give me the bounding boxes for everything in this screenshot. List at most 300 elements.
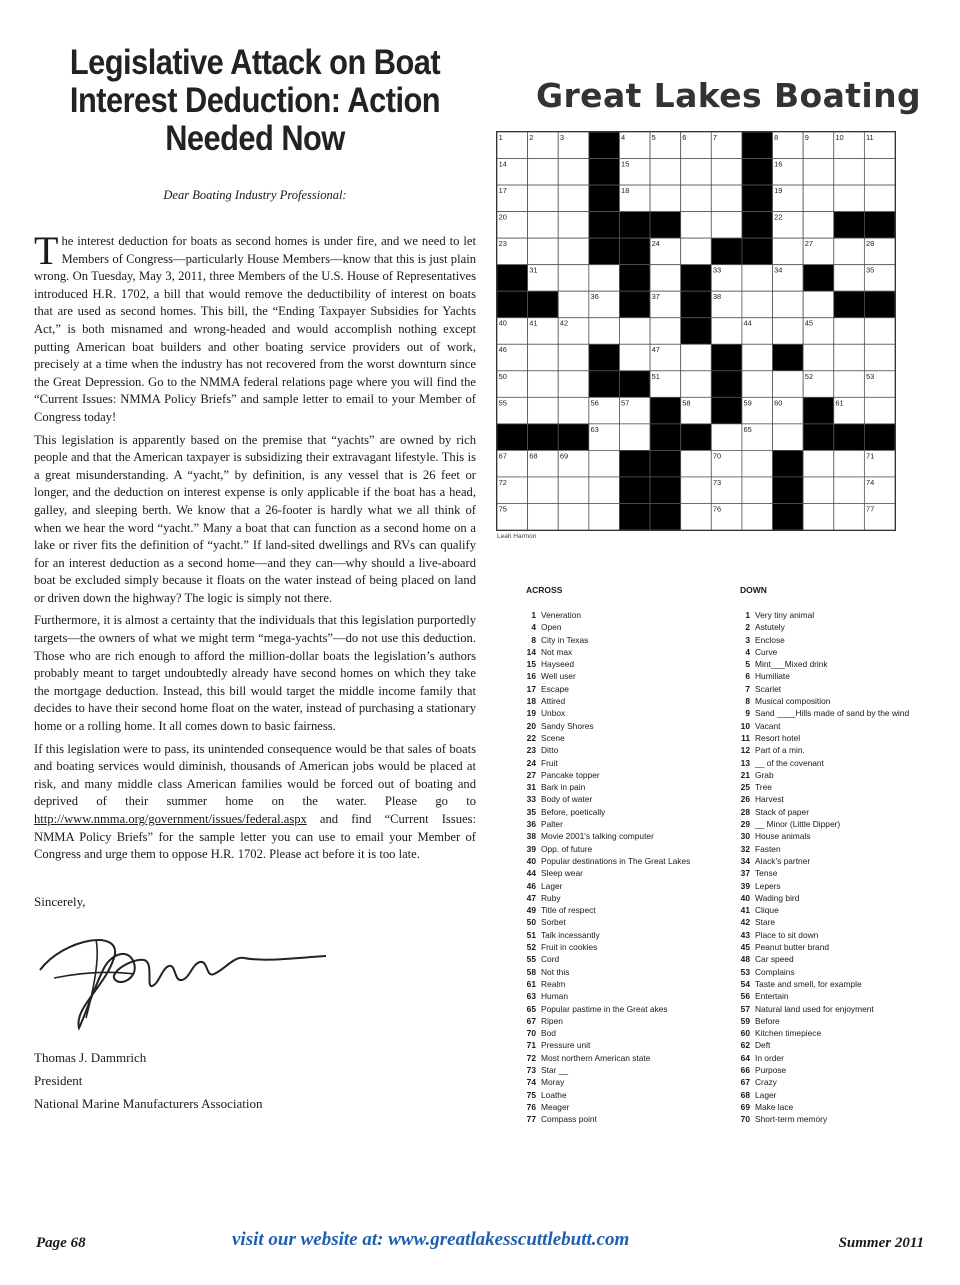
grid-cell[interactable] — [681, 503, 712, 530]
clue-number: 31 — [526, 782, 536, 793]
down-clue — [730, 867, 940, 879]
cell-number: 24 — [651, 239, 660, 249]
crossword-title: Great Lakes Boating — [536, 76, 922, 115]
grid-cell[interactable] — [834, 477, 865, 504]
grid-block — [711, 371, 742, 398]
clue-number: 7 — [745, 683, 750, 694]
cell-number: 41 — [529, 318, 538, 328]
grid-block — [619, 503, 650, 530]
signer-organization: National Marine Manufacturers Association — [34, 1095, 263, 1111]
clue-number: 45 — [740, 942, 750, 953]
cell-number: 10 — [835, 132, 844, 142]
clue-text: Fasten — [755, 843, 781, 854]
grid-cell[interactable] — [742, 477, 773, 504]
grid-block — [619, 450, 650, 477]
clue-text: Musical composition — [755, 696, 831, 707]
clue-number: 55 — [526, 954, 536, 965]
grid-cell[interactable] — [619, 344, 650, 371]
down-clue — [730, 1003, 940, 1015]
clue-text: Sandy Shores — [541, 720, 594, 731]
across-clue — [516, 793, 731, 805]
grid-cell[interactable] — [558, 159, 589, 186]
grid-cell[interactable] — [711, 212, 742, 239]
signer-name: Thomas J. Dammrich — [34, 1049, 147, 1065]
clue-number: 1 — [531, 610, 536, 620]
page-number: Page 68 — [36, 1235, 86, 1251]
grid-cell[interactable] — [558, 212, 589, 239]
cell-number: 14 — [498, 159, 507, 169]
cell-number: 27 — [804, 239, 814, 249]
clue-text: Pressure unit — [541, 1040, 591, 1051]
cell-number: 2 — [529, 132, 534, 142]
down-clue — [730, 793, 940, 805]
grid-cell[interactable] — [834, 450, 865, 477]
clue-number: 67 — [740, 1077, 750, 1088]
grid-cell[interactable] — [528, 238, 559, 265]
grid-cell[interactable] — [528, 212, 559, 239]
clue-number: 67 — [526, 1015, 536, 1026]
clue-number: 53 — [740, 966, 750, 977]
cell-number: 77 — [865, 504, 875, 514]
clue-text: Moray — [541, 1077, 565, 1088]
grid-cell[interactable] — [681, 371, 712, 398]
cell-number: 52 — [804, 371, 814, 381]
down-clue — [730, 916, 940, 928]
grid-cell[interactable] — [711, 424, 742, 451]
cell-number: 40 — [498, 318, 507, 328]
grid-cell[interactable] — [528, 371, 559, 398]
grid-cell[interactable] — [803, 212, 834, 239]
clue-text: Loathe — [541, 1089, 567, 1100]
grid-cell[interactable] — [558, 291, 589, 318]
grid-cell[interactable] — [681, 185, 712, 212]
grid-block — [528, 424, 559, 451]
crossword-grid[interactable] — [496, 131, 896, 531]
clue-number: 27 — [526, 769, 536, 780]
clue-number: 10 — [740, 720, 750, 731]
cell-number: 58 — [682, 398, 691, 408]
down-clue — [730, 744, 940, 756]
grid-block — [619, 212, 650, 239]
clue-number: 42 — [740, 917, 750, 928]
clue-text: Grab — [755, 769, 774, 780]
grid-cell[interactable] — [803, 159, 834, 186]
clue-number: 74 — [526, 1077, 536, 1088]
cell-number: 47 — [651, 345, 660, 355]
clue-text: Well user — [541, 671, 576, 682]
grid-cell[interactable] — [742, 265, 773, 292]
across-clue — [516, 744, 731, 756]
grid-cell[interactable] — [558, 265, 589, 292]
down-clue — [730, 941, 940, 953]
grid-block — [619, 291, 650, 318]
down-clue — [730, 806, 940, 818]
clue-number: 30 — [740, 831, 750, 842]
grid-cell[interactable] — [864, 185, 895, 212]
clue-text: Clique — [755, 905, 779, 916]
grid-cell[interactable] — [834, 159, 865, 186]
clue-text: Escape — [541, 683, 569, 694]
issue-label: Summer 2011 — [838, 1235, 924, 1251]
down-clue — [730, 818, 940, 830]
grid-cell[interactable] — [864, 159, 895, 186]
grid-cell[interactable] — [803, 450, 834, 477]
cell-number: 57 — [621, 398, 630, 408]
clue-number: 54 — [740, 978, 750, 989]
clue-number: 61 — [526, 978, 536, 989]
clue-text: Attired — [541, 696, 566, 707]
headline-line-3: Needed Now — [165, 119, 345, 158]
clue-text: Cord — [541, 954, 560, 965]
clue-text: Humiliate — [755, 671, 790, 682]
grid-cell[interactable] — [681, 344, 712, 371]
grid-cell[interactable] — [803, 344, 834, 371]
article-body — [34, 228, 476, 864]
grid-cell[interactable] — [681, 450, 712, 477]
clue-number: 75 — [526, 1089, 536, 1100]
grid-cell[interactable] — [681, 238, 712, 265]
grid-block — [773, 503, 804, 530]
grid-block — [681, 424, 712, 451]
down-clue — [730, 732, 940, 744]
clue-text: Fruit — [541, 757, 558, 768]
grid-cell[interactable] — [589, 450, 620, 477]
article-headline — [61, 44, 450, 158]
cell-number: 53 — [865, 371, 875, 381]
clue-number: 13 — [740, 757, 750, 768]
clue-text: Open — [541, 622, 562, 633]
grid-block — [681, 265, 712, 292]
grid-block — [773, 450, 804, 477]
down-clue — [730, 892, 940, 904]
clue-text: Not this — [541, 966, 570, 977]
nmma-link[interactable]: http://www.nmma.org/government/issues/federal.aspx — [34, 812, 307, 826]
clue-number: 57 — [740, 1003, 750, 1014]
across-clue — [516, 1064, 731, 1076]
across-clue — [516, 1003, 731, 1015]
clue-text: Bark in pain — [541, 782, 586, 793]
grid-cell[interactable] — [681, 159, 712, 186]
grid-block — [650, 212, 681, 239]
grid-cell[interactable] — [803, 503, 834, 530]
clue-number: 62 — [740, 1040, 750, 1051]
paragraph-1-text: he interest deduction for boats as second homes is under fire, and we need to let Members of Congress—particularly House Members—know that this is just plain wrong. On Tuesday, May 3, 2011, three Members of the U.S. House of Representatives introduced H.R. 1702, a bill that would remove the deductibility of interest on boats that are used as second homes. This bill, the “Ending Taxpayer Subsidies for Yachts Act,” is both misnamed and wrong-headed and would accomplish nothing except putting American boat builders and other boating service providers out of work, precisely at a time when the industry has not recovered from the worst downturn since the Great Depression. Go to the NMMA federal relations page where you will find the “Current Issues: NMMA Policy Briefs” and sample letter to email to your Member of Congress today! — [34, 234, 476, 424]
across-clue — [516, 658, 731, 670]
grid-cell[interactable] — [528, 159, 559, 186]
cell-number: 72 — [498, 477, 507, 487]
grid-cell[interactable] — [834, 185, 865, 212]
down-clue — [730, 978, 940, 990]
clue-text: Sand ____Hills made of sand by the wind — [755, 708, 910, 719]
clue-text: Stare — [755, 917, 776, 928]
cell-number: 75 — [498, 504, 507, 514]
clue-number: 20 — [526, 720, 536, 731]
clue-text: Vacant — [755, 720, 781, 731]
clue-text: Entertain — [755, 991, 789, 1002]
clue-text: Talk incessantly — [541, 929, 600, 940]
clue-text: Palter — [541, 819, 563, 830]
cell-number: 17 — [498, 186, 507, 196]
clue-text: Star __ — [541, 1064, 569, 1075]
grid-cell[interactable] — [803, 185, 834, 212]
grid-cell[interactable] — [834, 265, 865, 292]
grid-block — [650, 477, 681, 504]
grid-block — [589, 371, 620, 398]
grid-cell[interactable] — [834, 371, 865, 398]
grid-block — [589, 238, 620, 265]
grid-cell[interactable] — [742, 450, 773, 477]
cell-number: 71 — [865, 451, 875, 461]
cell-number: 61 — [835, 398, 844, 408]
clue-text: Purpose — [755, 1064, 787, 1075]
grid-cell[interactable] — [773, 238, 804, 265]
grid-cell[interactable] — [711, 185, 742, 212]
grid-cell[interactable] — [558, 503, 589, 530]
grid-cell[interactable] — [619, 424, 650, 451]
cell-number: 70 — [712, 451, 722, 461]
drop-cap: T — [34, 228, 59, 273]
grid-cell[interactable] — [528, 503, 559, 530]
cell-number: 28 — [865, 239, 875, 249]
cell-number: 51 — [651, 371, 660, 381]
clue-number: 56 — [740, 991, 750, 1002]
cell-number: 60 — [774, 398, 783, 408]
cell-number: 44 — [743, 318, 752, 328]
grid-cell[interactable] — [864, 318, 895, 345]
across-clue — [516, 818, 731, 830]
cell-number: 68 — [529, 451, 538, 461]
across-clue — [516, 646, 731, 658]
across-clue — [516, 806, 731, 818]
grid-block — [589, 159, 620, 186]
grid-cell[interactable] — [528, 477, 559, 504]
grid-cell[interactable] — [589, 318, 620, 345]
clue-number: 39 — [740, 880, 750, 891]
grid-cell[interactable] — [773, 424, 804, 451]
across-clue — [516, 880, 731, 892]
clue-number: 12 — [740, 745, 750, 756]
cell-number: 63 — [590, 424, 599, 434]
grid-cell[interactable] — [589, 503, 620, 530]
across-clue — [516, 916, 731, 928]
clue-number: 26 — [740, 794, 750, 805]
grid-cell[interactable] — [773, 318, 804, 345]
grid-block — [742, 159, 773, 186]
clue-number: 44 — [526, 868, 536, 879]
clue-number: 76 — [526, 1101, 536, 1112]
across-clue — [516, 1113, 731, 1125]
grid-cell[interactable] — [558, 238, 589, 265]
clue-text: __ of the covenant — [755, 757, 824, 768]
letter-column — [34, 44, 476, 1115]
clue-text: Lager — [541, 880, 563, 891]
down-clue — [730, 781, 940, 793]
across-clue-list — [516, 609, 731, 1125]
clue-number: 16 — [526, 671, 536, 682]
clue-number: 6 — [745, 671, 750, 682]
down-clue — [730, 683, 940, 695]
grid-cell[interactable] — [834, 344, 865, 371]
website-banner[interactable]: visit our website at: www.greatlakesscuttlebutt.com — [232, 1229, 630, 1250]
grid-cell[interactable] — [589, 477, 620, 504]
clue-number: 70 — [740, 1114, 750, 1125]
clue-text: Alack's partner — [755, 855, 811, 866]
grid-cell[interactable] — [834, 318, 865, 345]
clue-text: Peanut butter brand — [755, 942, 830, 953]
grid-cell[interactable] — [528, 344, 559, 371]
grid-cell[interactable] — [650, 318, 681, 345]
down-clue — [730, 695, 940, 707]
grid-block — [650, 450, 681, 477]
clue-text: Title of respect — [541, 905, 596, 916]
grid-cell[interactable] — [558, 477, 589, 504]
grid-cell[interactable] — [558, 371, 589, 398]
grid-block — [803, 424, 834, 451]
clue-number: 22 — [526, 732, 536, 743]
across-clue — [516, 941, 731, 953]
down-clue-list — [730, 609, 940, 1125]
down-clue — [730, 843, 940, 855]
clue-text: Veneration — [541, 610, 582, 620]
clue-text: Before — [755, 1015, 780, 1026]
cell-number: 35 — [865, 265, 875, 275]
across-clue — [516, 1015, 731, 1027]
clue-number: 5 — [745, 659, 750, 670]
across-clue — [516, 1089, 731, 1101]
cell-number: 4 — [621, 132, 626, 142]
clue-number: 71 — [526, 1040, 536, 1051]
grid-cell[interactable] — [742, 344, 773, 371]
down-clue — [730, 1113, 940, 1125]
grid-block — [742, 132, 773, 159]
grid-cell[interactable] — [773, 371, 804, 398]
grid-block — [711, 397, 742, 424]
grid-cell[interactable] — [528, 397, 559, 424]
grid-cell[interactable] — [742, 503, 773, 530]
grid-cell[interactable] — [558, 185, 589, 212]
clue-text: Stack of paper — [755, 806, 810, 817]
grid-cell[interactable] — [650, 185, 681, 212]
cell-number: 18 — [621, 186, 630, 196]
cell-number: 9 — [804, 132, 809, 142]
clue-text: Scarlet — [755, 683, 782, 694]
grid-cell[interactable] — [681, 477, 712, 504]
grid-block — [711, 344, 742, 371]
clue-text: Human — [541, 991, 568, 1002]
cell-number: 74 — [865, 477, 875, 487]
cell-number: 69 — [559, 451, 569, 461]
clue-number: 38 — [526, 831, 536, 842]
across-clue — [516, 929, 731, 941]
grid-cell[interactable] — [711, 159, 742, 186]
clue-number: 23 — [526, 745, 536, 756]
down-clue — [730, 904, 940, 916]
crossword-credit: Leah Harmon — [497, 533, 537, 540]
clue-number: 43 — [740, 929, 750, 940]
grid-block — [650, 424, 681, 451]
grid-cell[interactable] — [864, 397, 895, 424]
grid-cell[interactable] — [650, 159, 681, 186]
down-clue — [730, 769, 940, 781]
across-clue — [516, 1027, 731, 1039]
grid-cell[interactable] — [742, 291, 773, 318]
grid-cell[interactable] — [589, 265, 620, 292]
grid-cell[interactable] — [834, 503, 865, 530]
signer-title: President — [34, 1072, 83, 1088]
down-clue — [730, 1076, 940, 1088]
down-clue — [730, 609, 940, 621]
across-clue — [516, 1052, 731, 1064]
cell-number: 20 — [498, 212, 507, 222]
grid-cell[interactable] — [773, 291, 804, 318]
paragraph-4 — [34, 741, 476, 864]
down-clue — [730, 880, 940, 892]
cell-number: 34 — [774, 265, 783, 275]
grid-cell[interactable] — [803, 477, 834, 504]
grid-cell[interactable] — [834, 238, 865, 265]
clue-number: 39 — [526, 843, 536, 854]
grid-cell[interactable] — [711, 318, 742, 345]
clue-text: Enclose — [755, 634, 785, 645]
grid-cell[interactable] — [681, 212, 712, 239]
clue-number: 8 — [745, 696, 750, 707]
across-clue — [516, 966, 731, 978]
clue-number: 9 — [745, 708, 750, 719]
grid-cell[interactable] — [864, 344, 895, 371]
paragraph-2: This legislation is apparently based on the premise that “yachts” are owned by rich people and that the American taxpayer is subsidizing their extravagant lifestyle. This is a great misunderstanding. A “yacht,” by definition, is any vessel that is 26 feet or longer, and the deduction on interest expense is only applicable if the boat has a head, galley, and sleeping berth. We know that a 26-footer is hardly what we all think of when we hear the word “yacht.” Many a boat that can function as a second home on a lake or river fits the definition of “yacht.” If land-sited dwellings and RVs can qualify for an interest deduction as a second home—and they can—why should a live-aboard boat be excluded simply because it floats on the water instead of being placed on land or driven down the highway? The logic is simply not there. — [34, 432, 476, 605]
clue-text: Tense — [755, 868, 778, 879]
across-clue — [516, 707, 731, 719]
clue-number: 4 — [745, 646, 750, 657]
paragraph-3: Furthermore, it is almost a certainty that the individuals that this legislation purportedly targets—the owners of what we might term “mega-yachts”—do not use this deduction. Those who are rich enough to afford the million-dollar boats the legislation’s authors probably meant to target undoubtedly already have second homes on which they take the mortgage deduction. Instead, this bill would target the middle income family that decides to have their second home float on the water, instead of purchasing a stationary home or a rolling home. It all comes down to basic fairness. — [34, 613, 476, 734]
grid-cell[interactable] — [558, 397, 589, 424]
clue-number: 21 — [740, 769, 750, 780]
down-clue — [730, 670, 940, 682]
grid-block — [803, 397, 834, 424]
clue-number: 66 — [740, 1064, 750, 1075]
clue-number: 34 — [740, 855, 750, 866]
cell-number: 1 — [498, 132, 503, 142]
grid-cell[interactable] — [742, 371, 773, 398]
grid-cell[interactable] — [528, 185, 559, 212]
down-clue — [730, 830, 940, 842]
cell-number: 50 — [498, 371, 507, 381]
grid-cell[interactable] — [619, 318, 650, 345]
grid-cell[interactable] — [558, 344, 589, 371]
cell-number: 42 — [559, 318, 569, 328]
cell-number: 56 — [590, 398, 599, 408]
clue-number: 70 — [526, 1028, 536, 1039]
clue-text: Part of a min. — [755, 745, 805, 756]
grid-block — [619, 238, 650, 265]
across-clue — [516, 720, 731, 732]
grid-cell[interactable] — [803, 291, 834, 318]
clue-text: Mint___Mixed drink — [755, 659, 828, 670]
across-clue — [516, 609, 731, 621]
grid-cell[interactable] — [650, 265, 681, 292]
clue-text: Astutely — [755, 622, 785, 633]
clue-number: 51 — [526, 929, 536, 940]
clue-text: Realm — [541, 978, 566, 989]
clue-text: Resort hotel — [755, 732, 801, 743]
across-clue — [516, 769, 731, 781]
paragraph-4-text-a: If this legislation were to pass, its unintended consequence would be that sales of boats and boating services would diminish, thousands of American jobs would be placed at risk, and many middle class American families would be forced out of boating and deprived of their summer home on the water. Please go to — [34, 741, 476, 809]
cell-number: 15 — [621, 159, 630, 169]
headline-line-2: Interest Deduction: Action — [69, 81, 441, 120]
clue-number: 41 — [740, 905, 750, 916]
clue-text: Kitchen timepiece — [755, 1028, 822, 1039]
grid-block — [742, 185, 773, 212]
